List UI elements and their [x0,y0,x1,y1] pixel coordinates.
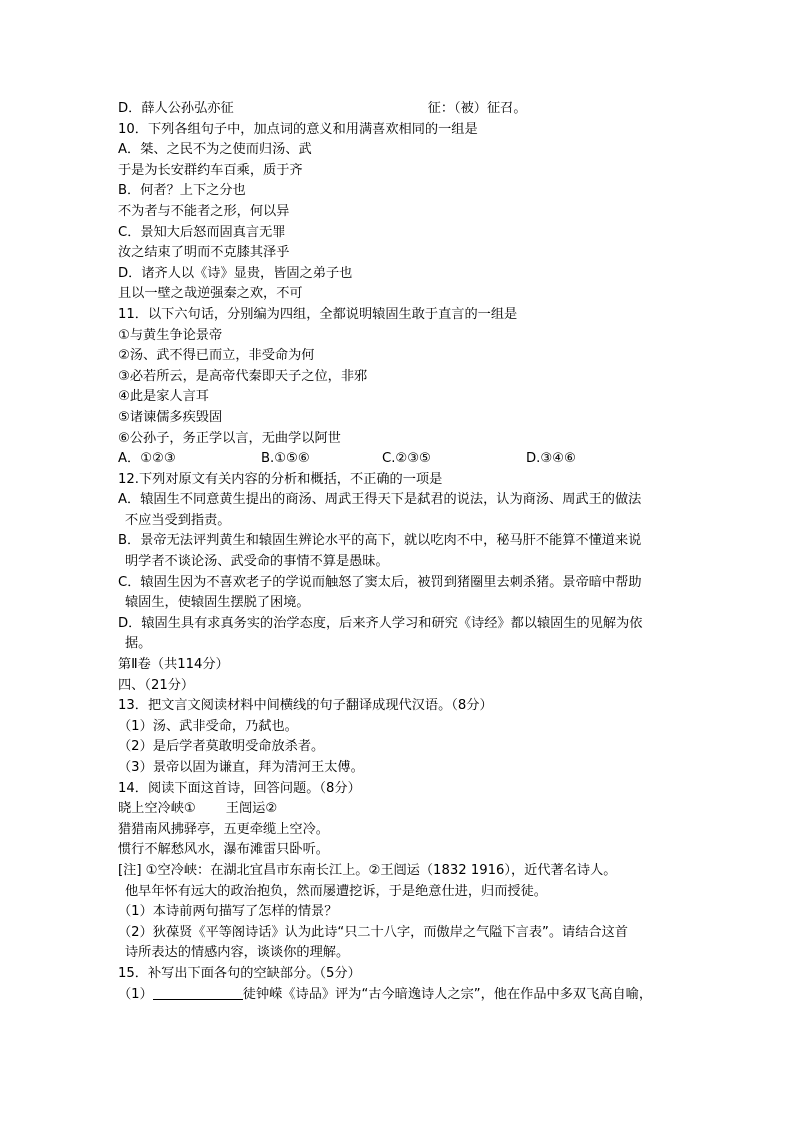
q11-option-d: D.③④⑥ [526,451,576,467]
q10-option-b-line2: 不为者与不能者之形，何以异 [118,203,290,219]
q11-sentence-3: ③必若所云，是高帝代秦即天子之位，非邪 [118,368,368,384]
question-10: 10．下列各组句子中，加点词的意义和用满喜欢相同的一组是 [118,121,478,137]
q12-option-b-line1: B．景帝无法评判黄生和辕固生辨论水平的高下，就以吃肉不中，秘马肝不能算不懂道来说 [118,533,642,549]
poem-line-1: 猎猎南风拂驿亭，五更牵缆上空冷。 [118,821,329,837]
poem-note-line1: [注] ①空冷峡：在湖北宜昌市东南长江上。②王闿运（1832 1916），近代著名诗人。 [118,862,617,878]
option-d-text: D．薛人公孙弘亦征 [118,101,234,116]
q10-option-a-line2: 于是为长安群约车百乘，质于齐 [118,162,303,178]
fill-in-blank[interactable] [153,985,243,1000]
q13-item-2: （2）是后学者莫敢明受命放杀者。 [118,739,325,755]
q10-option-a-line1: A．桀、之民不为之使而归汤、武 [118,142,312,158]
q14-item-2-line1: （2）狄葆贤《平等阁诗话》认为此诗“只二十八字，而傲岸之气隘下言表”。请结合这首 [118,924,628,940]
question-12: 12.下列对原文有关内容的分析和概括，不正确的一项是 [118,471,443,487]
q14-item-1: （1）本诗前两句描写了怎样的情景？ [118,904,338,920]
question-11: 11．以下六句话，分别编为四组，全都说明辕固生敢于直言的一组是 [118,306,518,322]
question-13: 13．把文言文阅读材料中间横线的句子翻译成现代汉语。（8分） [118,698,493,714]
option-d-note: 征：（被）征召。 [427,101,527,116]
q11-sentence-2: ②汤、武不得已而立，非受命为何 [118,348,315,364]
q12-option-a-line1: A．辕固生不同意黄生提出的商汤、周武王得天下是弑君的说法，认为商汤、周武王的做法 [118,492,642,508]
q9-option-d [118,99,678,120]
q15-item-1 [118,985,678,1006]
q12-option-c-line2: 辕固生，使辕固生摆脱了困境。 [125,595,310,611]
q11-sentence-1: ①与黄生争论景帝 [118,327,223,343]
poem-heading [118,799,678,820]
poem-line-2: 惯行不解愁风水，瀑布滩雷只卧听。 [118,842,329,858]
part-2-heading: 第Ⅱ卷（共114分） [118,657,229,673]
q15-item-1-prefix: （1） [118,986,153,1002]
q12-option-a-line2: 不应当受到指责。 [125,512,231,528]
q15-item-1-text: 徒钟嵘《诗品》评为“古今暗逸诗人之宗”，他在作品中多双飞高自喻， [242,986,653,1002]
q10-option-d-line2: 且以一壁之哉逆强秦之欢，不可 [118,286,303,302]
q11-sentence-6: ⑥公孙子，务正学以言，无曲学以阿世 [118,430,341,446]
q11-sentence-5: ⑤诸谏儒多疾毁固 [118,409,223,425]
q13-item-1: （1）汤、武非受命，乃弑也。 [118,718,298,734]
q10-option-c-line1: C．景知大后怒而固真言无罪 [118,224,286,240]
question-14: 14．阅读下面这首诗，回答问题。（8分） [118,780,361,796]
poem-title: 晓上空冷峡① [118,801,196,817]
poem-note-line2: 他早年怀有远大的政治抱负，然而屡遭挖诉，于是绝意仕进，归而授徒。 [125,883,547,899]
section-4-heading: 四、（21分） [118,677,195,693]
q11-sentence-4: ④此是家人言耳 [118,389,209,405]
q12-option-b-line2: 明学者不谈论汤、武受命的事情不算是愚昧。 [125,554,389,570]
q10-option-c-line2: 汝之结束了明而不克膝其泽乎 [118,245,290,261]
q10-option-d-line1: D．诸齐人以《诗》显贵，皆固之弟子也 [118,265,353,281]
q11-option-b: B.①⑤⑥ [261,451,310,467]
q12-option-d-line1: D．辕固生具有求真务实的治学态度，后来齐人学习和研究《诗经》都以辕固生的见解为依 [118,615,643,631]
question-15: 15．补写出下面各句的空缺部分。（5分） [118,965,361,981]
poem-author: 王闿运② [225,801,278,817]
q11-option-a: A．①②③ [118,451,176,467]
exam-page [118,99,678,1005]
q10-option-b-line1: B．何者？上下之分也 [118,183,246,199]
q12-option-d-line2: 据。 [125,636,152,652]
q11-option-c: C.②③⑤ [382,451,431,467]
q11-options [118,449,678,470]
q13-item-3: （3）景帝以固为谦直，拜为清河王太傅。 [118,760,364,775]
q14-item-2-line2: 诗所表达的情感内容，谈谈你的理解。 [125,945,350,961]
q12-option-c-line1: C．辕固生因为不喜欢老子的学说而触怒了窦太后，被罚到猪圈里去刺杀猪。景帝暗中帮助 [118,574,642,590]
